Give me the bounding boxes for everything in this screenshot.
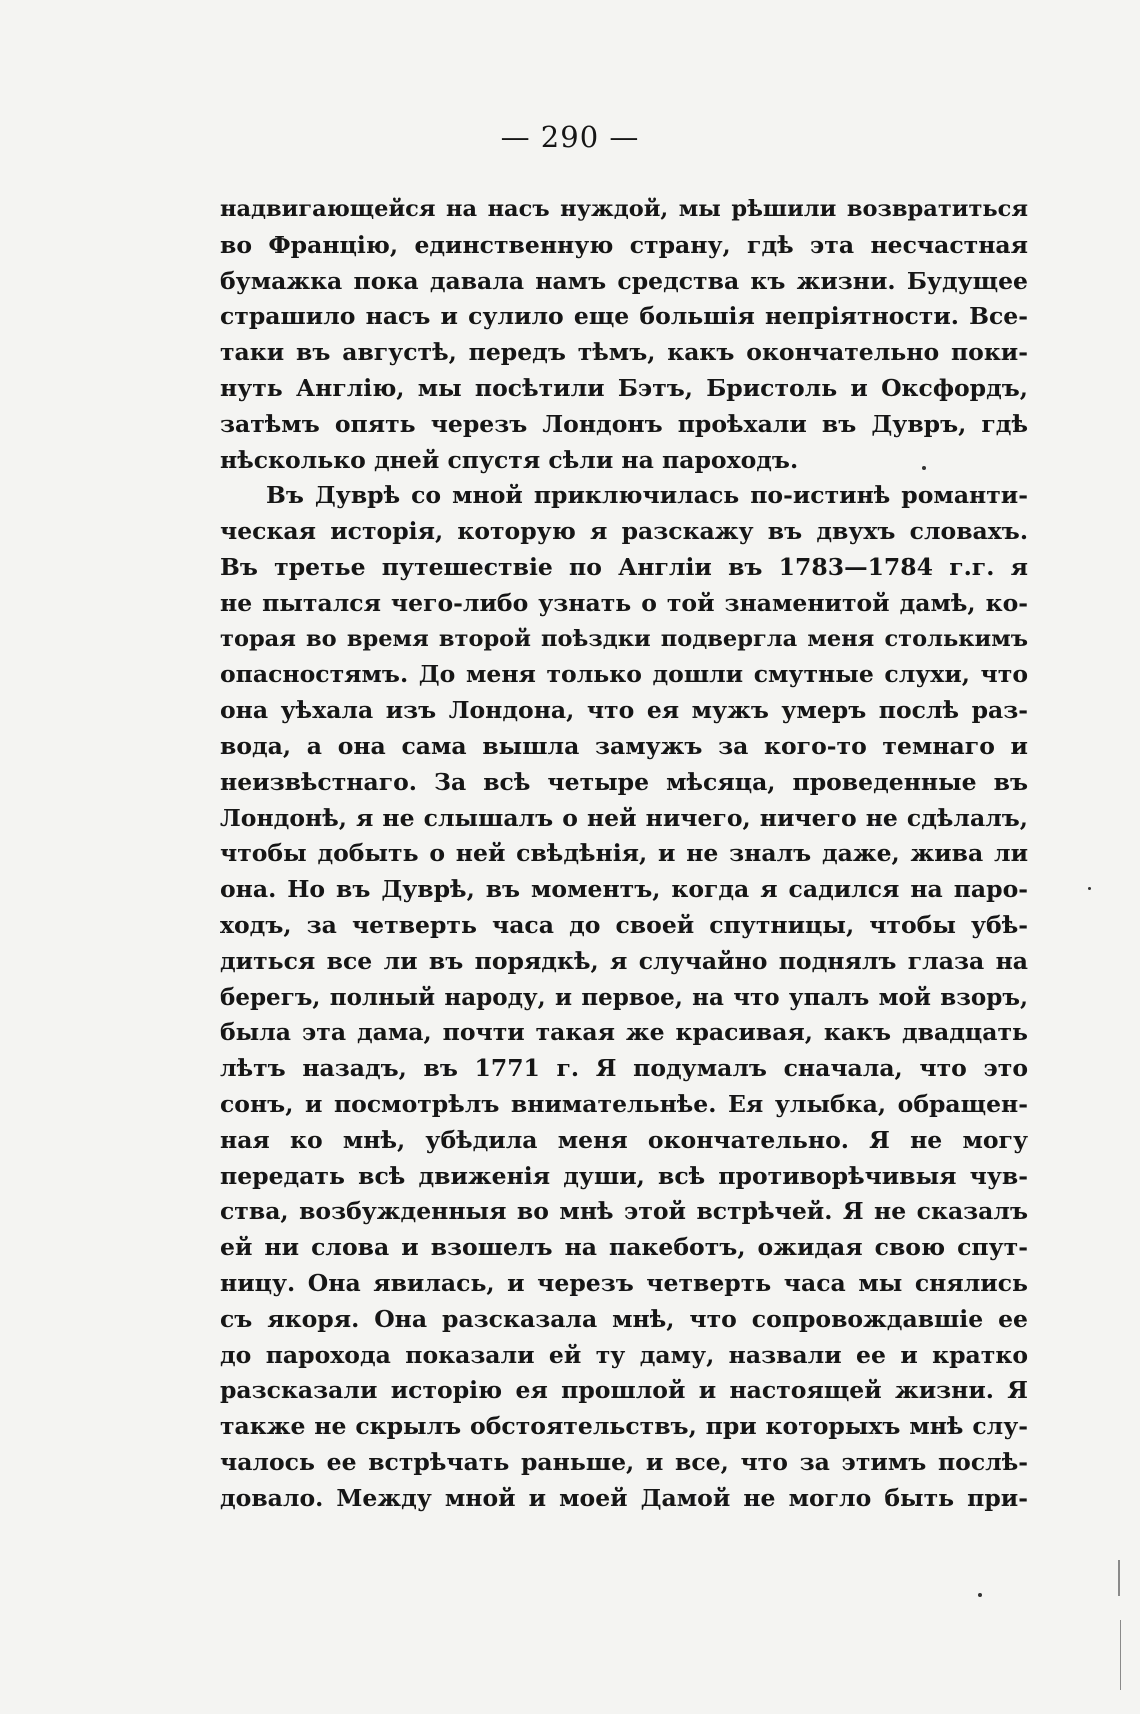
- text-line: не пытался чего-либо узнать о той знаменитой дамѣ, ко-: [220, 588, 1028, 617]
- text-line: Въ третье путешествіе по Англіи въ 1783—1784 г.г. я: [220, 552, 1028, 581]
- text-line: чтобы добыть о ней свѣдѣнія, и не зналъ даже, жива ли: [220, 839, 1028, 868]
- text-line: ходъ, за четверть часа до своей спутницы, чтобы убѣ-: [220, 910, 1028, 939]
- text-line: передать всѣ движенія души, всѣ противорѣчивыя чув-: [220, 1161, 1028, 1190]
- scan-margin-mark: [1118, 1560, 1120, 1596]
- text-line: сонъ, и посмотрѣлъ внимательнѣе. Ея улыбка, обращен-: [220, 1089, 1028, 1118]
- text-line: берегъ, полный народу, и первое, на что упалъ мой взоръ,: [220, 983, 1028, 1011]
- text-line: нуть Англію, мы посѣтили Бэтъ, Бристоль и Оксфордъ,: [220, 373, 1028, 402]
- text-line: съ якоря. Она разсказала мнѣ, что сопровождавшіе ее: [220, 1304, 1028, 1333]
- text-line: до парохода показали ей ту даму, назвали ее и кратко: [220, 1340, 1028, 1369]
- text-line: ей ни слова и взошелъ на пакеботъ, ожидая свою спут-: [220, 1233, 1028, 1262]
- text-line: она. Но въ Дуврѣ, въ моментъ, когда я садился на паро-: [220, 875, 1028, 904]
- text-line: разсказали исторію ея прошлой и настоящей жизни. Я: [220, 1376, 1028, 1405]
- text-line: ницу. Она явилась, и черезъ четверть часа мы снялись: [220, 1268, 1028, 1297]
- text-line: диться все ли въ порядкѣ, я случайно поднялъ глаза на: [220, 946, 1028, 975]
- paragraph-1: [220, 192, 1028, 478]
- text-line: вода, а она сама вышла замужъ за кого-то темнаго и: [220, 731, 1028, 760]
- scan-speck: [978, 1593, 982, 1597]
- text-line: опасностямъ. До меня только дошли смутные слухи, что: [220, 660, 1028, 689]
- text-line: торая во время второй поѣздки подвергла меня столькимъ: [220, 625, 1028, 652]
- text-line: ческая исторія, которую я разскажу въ двухъ словахъ.: [220, 517, 1028, 546]
- text-line: нѣсколько дней спустя сѣли на пароходъ.: [220, 445, 799, 474]
- paragraph-2: [220, 478, 1028, 1516]
- scan-speck: [922, 466, 926, 470]
- text-line: надвигающейся на насъ нуждой, мы рѣшили возвратиться: [220, 196, 1028, 222]
- text-line: также не скрылъ обстоятельствъ, при которыхъ мнѣ слу-: [220, 1412, 1028, 1441]
- text-line: ства, возбужденныя во мнѣ этой встрѣчей. Я не сказалъ: [220, 1197, 1028, 1226]
- text-line: чалось ее встрѣчать раньше, и все, что за этимъ послѣ-: [220, 1447, 1028, 1476]
- scan-margin-mark: [1120, 1620, 1121, 1690]
- text-line: Лондонѣ, я не слышалъ о ней ничего, ничего не сдѣлалъ,: [220, 803, 1028, 832]
- text-line: была эта дама, почти такая же красивая, какъ двадцать: [220, 1018, 1028, 1047]
- text-line: Въ Дуврѣ со мной приключилась по-истинѣ романти-: [266, 481, 1028, 510]
- text-line: бумажка пока давала намъ средства къ жизни. Будущее: [220, 266, 1028, 295]
- text-line: страшило насъ и сулило еще большія непріятности. Все-: [220, 302, 1028, 331]
- scan-speck: [1088, 887, 1091, 890]
- body-text: [220, 192, 1028, 1516]
- text-line: во Францію, единственную страну, гдѣ эта несчастная: [220, 230, 1028, 259]
- text-line: ная ко мнѣ, убѣдила меня окончательно. Я не могу: [220, 1125, 1028, 1154]
- text-line: неизвѣстнаго. За всѣ четыре мѣсяца, проведенные въ: [220, 767, 1028, 796]
- text-line: затѣмъ опять черезъ Лондонъ проѣхали въ Дувръ, гдѣ: [220, 409, 1028, 438]
- text-line: таки въ августѣ, передъ тѣмъ, какъ окончательно поки-: [220, 338, 1028, 367]
- text-line: довало. Между мной и моей Дамой не могло быть при-: [220, 1483, 1028, 1512]
- text-line: лѣтъ назадъ, въ 1771 г. Я подумалъ сначала, что это: [220, 1054, 1028, 1083]
- page-number: — 290 —: [500, 120, 640, 154]
- text-line: она уѣхала изъ Лондона, что ея мужъ умеръ послѣ раз-: [220, 696, 1028, 725]
